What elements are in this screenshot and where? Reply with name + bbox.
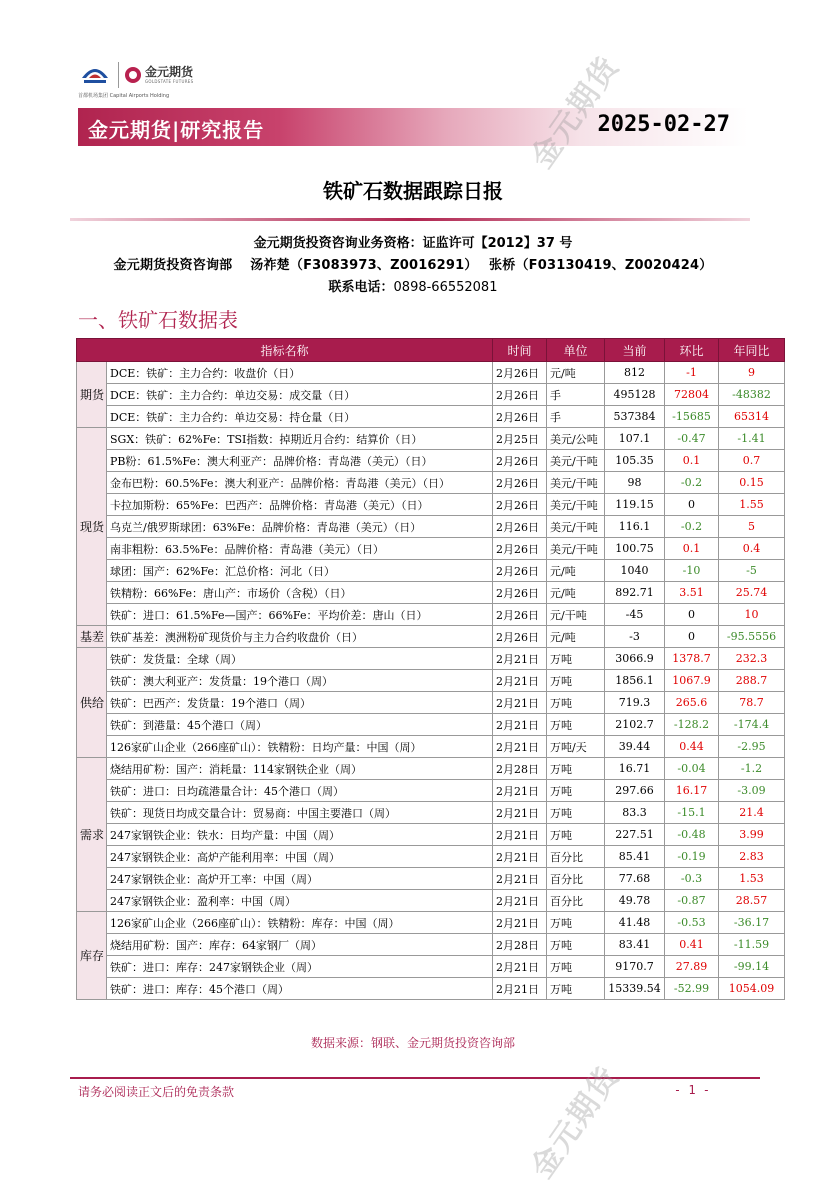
- date-cell: 2月21日: [493, 802, 547, 824]
- table-row: [77, 428, 785, 450]
- brand-dot-icon: [125, 67, 141, 83]
- mom-change-cell: -0.2: [665, 516, 719, 538]
- table-body: [77, 362, 785, 1000]
- iron-ore-data-table: [76, 338, 785, 1000]
- table-row: [77, 780, 785, 802]
- group-name: 首都机场集团 Capital Airports Holding: [78, 93, 170, 99]
- mom-change-cell: 0.1: [665, 450, 719, 472]
- unit-cell: 万吨: [547, 648, 605, 670]
- current-value-cell: 719.3: [605, 692, 665, 714]
- indicator-name-cell: 铁精粉：66%Fe：唐山产：市场价（含税）（日）: [107, 582, 493, 604]
- yoy-change-cell: 10: [719, 604, 785, 626]
- yoy-change-cell: 232.3: [719, 648, 785, 670]
- table-row: [77, 384, 785, 406]
- yoy-change-cell: -1.2: [719, 758, 785, 780]
- indicator-name-cell: 126家矿山企业（266座矿山）：铁精粉：日均产量：中国（周）: [107, 736, 493, 758]
- current-value-cell: 83.41: [605, 934, 665, 956]
- indicator-name-cell: DCE：铁矿：主力合约：单边交易：成交量（日）: [107, 384, 493, 406]
- indicator-name-cell: 铁矿：现货日均成交量合计：贸易商：中国主要港口（周）: [107, 802, 493, 824]
- mom-change-cell: 0: [665, 626, 719, 648]
- unit-cell: 万吨: [547, 978, 605, 1000]
- current-value-cell: 1040: [605, 560, 665, 582]
- date-cell: 2月21日: [493, 978, 547, 1000]
- brand-name: 金元期货: [145, 65, 194, 79]
- mom-change-cell: -0.04: [665, 758, 719, 780]
- indicator-name-cell: 乌克兰/俄罗斯球团：63%Fe：品牌价格：青岛港（美元）（日）: [107, 516, 493, 538]
- current-value-cell: 812: [605, 362, 665, 384]
- date-cell: 2月28日: [493, 934, 547, 956]
- page-title: 铁矿石数据跟踪日报: [323, 179, 503, 203]
- current-value-cell: 39.44: [605, 736, 665, 758]
- unit-cell: 元/干吨: [547, 604, 605, 626]
- unit-cell: 百分比: [547, 868, 605, 890]
- indicator-name-cell: 铁矿：巴西产：发货量：19个港口（周）: [107, 692, 493, 714]
- brand-mark: [125, 66, 193, 84]
- table-row: [77, 670, 785, 692]
- date-cell: 2月26日: [493, 472, 547, 494]
- mom-change-cell: -0.3: [665, 868, 719, 890]
- yoy-change-cell: 1.55: [719, 494, 785, 516]
- indicator-name-cell: 铁矿：进口：库存：247家钢铁企业（周）: [107, 956, 493, 978]
- current-value-cell: 3066.9: [605, 648, 665, 670]
- date-cell: 2月26日: [493, 406, 547, 428]
- current-value-cell: 77.68: [605, 868, 665, 890]
- mom-change-cell: -15685: [665, 406, 719, 428]
- airport-group-emblem-icon: [78, 58, 112, 92]
- unit-cell: 元/吨: [547, 582, 605, 604]
- current-value-cell: 41.48: [605, 912, 665, 934]
- indicator-name-cell: 铁矿：澳大利亚产：发货量：19个港口（周）: [107, 670, 493, 692]
- unit-cell: 万吨: [547, 912, 605, 934]
- indicator-name-cell: 烧结用矿粉：国产：库存：64家钢厂（周）: [107, 934, 493, 956]
- indicator-name-cell: 247家钢铁企业：高炉产能利用率：中国（周）: [107, 846, 493, 868]
- yoy-change-cell: 1054.09: [719, 978, 785, 1000]
- current-value-cell: 892.71: [605, 582, 665, 604]
- date-cell: 2月21日: [493, 648, 547, 670]
- mom-change-cell: -15.1: [665, 802, 719, 824]
- unit-cell: 元/吨: [547, 560, 605, 582]
- mom-change-cell: 265.6: [665, 692, 719, 714]
- mom-change-cell: -10: [665, 560, 719, 582]
- indicator-name-cell: 铁矿：进口：库存：45个港口（周）: [107, 978, 493, 1000]
- unit-cell: 万吨: [547, 714, 605, 736]
- table-row: [77, 846, 785, 868]
- date-cell: 2月26日: [493, 516, 547, 538]
- title-divider: [70, 218, 750, 221]
- unit-cell: 万吨: [547, 956, 605, 978]
- date-cell: 2月21日: [493, 890, 547, 912]
- current-value-cell: 116.1: [605, 516, 665, 538]
- yoy-change-cell: -3.09: [719, 780, 785, 802]
- header-date: 时间: [493, 339, 547, 362]
- table-row: [77, 538, 785, 560]
- table-row: [77, 692, 785, 714]
- yoy-change-cell: 25.74: [719, 582, 785, 604]
- mom-change-cell: -0.47: [665, 428, 719, 450]
- current-value-cell: 107.1: [605, 428, 665, 450]
- mom-change-cell: 0: [665, 494, 719, 516]
- footer-divider: [70, 1077, 760, 1079]
- current-value-cell: 105.35: [605, 450, 665, 472]
- indicator-name-cell: 铁矿：发货量：全球（周）: [107, 648, 493, 670]
- date-cell: 2月26日: [493, 626, 547, 648]
- unit-cell: 万吨: [547, 802, 605, 824]
- date-cell: 2月21日: [493, 846, 547, 868]
- date-cell: 2月21日: [493, 824, 547, 846]
- report-date: 2025-02-27: [597, 112, 730, 137]
- table-row: [77, 934, 785, 956]
- mom-change-cell: 0.41: [665, 934, 719, 956]
- header-unit: 单位: [547, 339, 605, 362]
- analysts-line: 金元期货投资咨询部 汤祚楚（F3083973、Z0016291） 张桥（F03130419、Z0020424）: [113, 258, 713, 273]
- unit-cell: 美元/干吨: [547, 516, 605, 538]
- mom-change-cell: -0.87: [665, 890, 719, 912]
- date-cell: 2月26日: [493, 560, 547, 582]
- yoy-change-cell: 0.4: [719, 538, 785, 560]
- current-value-cell: -3: [605, 626, 665, 648]
- banner-title: 金元期货|研究报告: [88, 118, 265, 142]
- watermark-top: 金元期货: [524, 49, 627, 175]
- table-row: [77, 582, 785, 604]
- unit-cell: 美元/干吨: [547, 450, 605, 472]
- mom-change-cell: -0.48: [665, 824, 719, 846]
- mom-change-cell: 0.44: [665, 736, 719, 758]
- table-row: [77, 736, 785, 758]
- unit-cell: 美元/干吨: [547, 538, 605, 560]
- disclaimer-text: 请务必阅读正文后的免责条款: [78, 1085, 235, 1099]
- yoy-change-cell: -174.4: [719, 714, 785, 736]
- table-row: [77, 648, 785, 670]
- indicator-name-cell: 铁矿：到港量：45个港口（周）: [107, 714, 493, 736]
- group-label: 期货: [77, 362, 107, 428]
- yoy-change-cell: -99.14: [719, 956, 785, 978]
- table-row: [77, 626, 785, 648]
- group-label: 现货: [77, 428, 107, 626]
- date-cell: 2月21日: [493, 736, 547, 758]
- unit-cell: 美元/公吨: [547, 428, 605, 450]
- date-cell: 2月26日: [493, 362, 547, 384]
- current-value-cell: 495128: [605, 384, 665, 406]
- indicator-name-cell: 铁矿：进口：日均疏港量合计：45个港口（周）: [107, 780, 493, 802]
- table-row: [77, 912, 785, 934]
- yoy-change-cell: 5: [719, 516, 785, 538]
- unit-cell: 百分比: [547, 846, 605, 868]
- contact-line: [0, 276, 826, 295]
- table-row: [77, 362, 785, 384]
- current-value-cell: 2102.7: [605, 714, 665, 736]
- yoy-change-cell: -36.17: [719, 912, 785, 934]
- yoy-change-cell: 0.15: [719, 472, 785, 494]
- table-row: [77, 560, 785, 582]
- indicator-name-cell: 烧结用矿粉：国产：消耗量：114家钢铁企业（周）: [107, 758, 493, 780]
- date-cell: 2月21日: [493, 868, 547, 890]
- page-number: - 1 -: [673, 1083, 710, 1097]
- mom-change-cell: 3.51: [665, 582, 719, 604]
- unit-cell: 万吨: [547, 758, 605, 780]
- yoy-change-cell: 9: [719, 362, 785, 384]
- table-row: [77, 758, 785, 780]
- yoy-change-cell: -5: [719, 560, 785, 582]
- group-label: 库存: [77, 912, 107, 1000]
- current-value-cell: 16.71: [605, 758, 665, 780]
- group-label: 需求: [77, 758, 107, 912]
- mom-change-cell: -0.19: [665, 846, 719, 868]
- date-cell: 2月26日: [493, 538, 547, 560]
- mom-change-cell: -128.2: [665, 714, 719, 736]
- current-value-cell: 85.41: [605, 846, 665, 868]
- date-cell: 2月26日: [493, 384, 547, 406]
- date-cell: 2月21日: [493, 780, 547, 802]
- header-mom: 环比: [665, 339, 719, 362]
- indicator-name-cell: 247家钢铁企业：高炉开工率：中国（周）: [107, 868, 493, 890]
- group-label: 基差: [77, 626, 107, 648]
- table-row: [77, 978, 785, 1000]
- table-row: [77, 472, 785, 494]
- current-value-cell: 15339.54: [605, 978, 665, 1000]
- yoy-change-cell: 28.57: [719, 890, 785, 912]
- date-cell: 2月21日: [493, 956, 547, 978]
- header-indicator: 指标名称: [77, 339, 493, 362]
- unit-cell: 万吨/天: [547, 736, 605, 758]
- mom-change-cell: 27.89: [665, 956, 719, 978]
- table-row: [77, 824, 785, 846]
- unit-cell: 元/吨: [547, 626, 605, 648]
- date-cell: 2月26日: [493, 604, 547, 626]
- brand-en: GOLDSTATE FUTURES: [145, 79, 194, 84]
- mom-change-cell: 72804: [665, 384, 719, 406]
- qualification-line: 金元期货投资咨询业务资格：证监许可【2012】37 号: [253, 236, 573, 251]
- mom-change-cell: -1: [665, 362, 719, 384]
- indicator-name-cell: PB粉：61.5%Fe：澳大利亚产：品牌价格：青岛港（美元）（日）: [107, 450, 493, 472]
- table-row: [77, 956, 785, 978]
- indicator-name-cell: 247家钢铁企业：盈利率：中国（周）: [107, 890, 493, 912]
- table-row: [77, 868, 785, 890]
- company-logo: [78, 58, 194, 99]
- unit-cell: 万吨: [547, 780, 605, 802]
- current-value-cell: 1856.1: [605, 670, 665, 692]
- current-value-cell: 83.3: [605, 802, 665, 824]
- unit-cell: 万吨: [547, 692, 605, 714]
- indicator-name-cell: 铁矿：进口：61.5%Fe—国产：66%Fe：平均价差：唐山（日）: [107, 604, 493, 626]
- unit-cell: 美元/干吨: [547, 494, 605, 516]
- indicator-name-cell: 247家钢铁企业：铁水：日均产量：中国（周）: [107, 824, 493, 846]
- indicator-name-cell: SGX：铁矿：62%Fe：TSI指数：掉期近月合约：结算价（日）: [107, 428, 493, 450]
- unit-cell: 手: [547, 384, 605, 406]
- header-yoy: 年同比: [719, 339, 785, 362]
- yoy-change-cell: -11.59: [719, 934, 785, 956]
- mom-change-cell: -52.99: [665, 978, 719, 1000]
- mom-change-cell: 0.1: [665, 538, 719, 560]
- yoy-change-cell: 21.4: [719, 802, 785, 824]
- report-banner: [78, 108, 748, 146]
- header-current: 当前: [605, 339, 665, 362]
- logo-divider: [118, 62, 119, 88]
- table-row: [77, 802, 785, 824]
- date-cell: 2月26日: [493, 450, 547, 472]
- table-row: [77, 714, 785, 736]
- indicator-name-cell: 球团：国产：62%Fe：汇总价格：河北（日）: [107, 560, 493, 582]
- yoy-change-cell: 1.53: [719, 868, 785, 890]
- phone-label: 联系电话：: [328, 280, 394, 295]
- group-label: 供给: [77, 648, 107, 758]
- phone-number: 0898-66552081: [393, 280, 498, 295]
- yoy-change-cell: 0.7: [719, 450, 785, 472]
- date-cell: 2月21日: [493, 692, 547, 714]
- table-row: [77, 450, 785, 472]
- yoy-change-cell: 78.7: [719, 692, 785, 714]
- current-value-cell: 9170.7: [605, 956, 665, 978]
- current-value-cell: 100.75: [605, 538, 665, 560]
- yoy-change-cell: -48382: [719, 384, 785, 406]
- table-row: [77, 604, 785, 626]
- date-cell: 2月26日: [493, 582, 547, 604]
- current-value-cell: 119.15: [605, 494, 665, 516]
- current-value-cell: 98: [605, 472, 665, 494]
- yoy-change-cell: 2.83: [719, 846, 785, 868]
- yoy-change-cell: 3.99: [719, 824, 785, 846]
- yoy-change-cell: -2.95: [719, 736, 785, 758]
- indicator-name-cell: 126家矿山企业（266座矿山）：铁精粉：库存：中国（周）: [107, 912, 493, 934]
- unit-cell: 手: [547, 406, 605, 428]
- section-title: 一、铁矿石数据表: [78, 308, 238, 332]
- yoy-change-cell: 288.7: [719, 670, 785, 692]
- unit-cell: 万吨: [547, 824, 605, 846]
- date-cell: 2月26日: [493, 494, 547, 516]
- mom-change-cell: -0.2: [665, 472, 719, 494]
- yoy-change-cell: -95.5556: [719, 626, 785, 648]
- current-value-cell: -45: [605, 604, 665, 626]
- mom-change-cell: 1067.9: [665, 670, 719, 692]
- table-row: [77, 516, 785, 538]
- date-cell: 2月28日: [493, 758, 547, 780]
- current-value-cell: 227.51: [605, 824, 665, 846]
- table-row: [77, 406, 785, 428]
- table-header-row: [77, 339, 785, 362]
- yoy-change-cell: -1.41: [719, 428, 785, 450]
- mom-change-cell: 1378.7: [665, 648, 719, 670]
- date-cell: 2月21日: [493, 912, 547, 934]
- table-row: [77, 494, 785, 516]
- unit-cell: 万吨: [547, 670, 605, 692]
- date-cell: 2月21日: [493, 670, 547, 692]
- mom-change-cell: -0.53: [665, 912, 719, 934]
- current-value-cell: 537384: [605, 406, 665, 428]
- mom-change-cell: 16.17: [665, 780, 719, 802]
- yoy-change-cell: 65314: [719, 406, 785, 428]
- date-cell: 2月25日: [493, 428, 547, 450]
- indicator-name-cell: 南非粗粉：63.5%Fe：品牌价格：青岛港（美元）（日）: [107, 538, 493, 560]
- table-row: [77, 890, 785, 912]
- date-cell: 2月21日: [493, 714, 547, 736]
- unit-cell: 元/吨: [547, 362, 605, 384]
- mom-change-cell: 0: [665, 604, 719, 626]
- indicator-name-cell: DCE：铁矿：主力合约：收盘价（日）: [107, 362, 493, 384]
- current-value-cell: 297.66: [605, 780, 665, 802]
- watermark-bottom: 金元期货: [524, 1059, 627, 1185]
- indicator-name-cell: DCE：铁矿：主力合约：单边交易：持仓量（日）: [107, 406, 493, 428]
- indicator-name-cell: 金布巴粉：60.5%Fe：澳大利亚产：品牌价格：青岛港（美元）（日）: [107, 472, 493, 494]
- unit-cell: 百分比: [547, 890, 605, 912]
- data-source: 数据来源：钢联、金元期货投资咨询部: [310, 1036, 515, 1050]
- current-value-cell: 49.78: [605, 890, 665, 912]
- unit-cell: 万吨: [547, 934, 605, 956]
- indicator-name-cell: 铁矿基差：澳洲粉矿现货价与主力合约收盘价（日）: [107, 626, 493, 648]
- indicator-name-cell: 卡拉加斯粉：65%Fe：巴西产：品牌价格：青岛港（美元）（日）: [107, 494, 493, 516]
- unit-cell: 美元/干吨: [547, 472, 605, 494]
